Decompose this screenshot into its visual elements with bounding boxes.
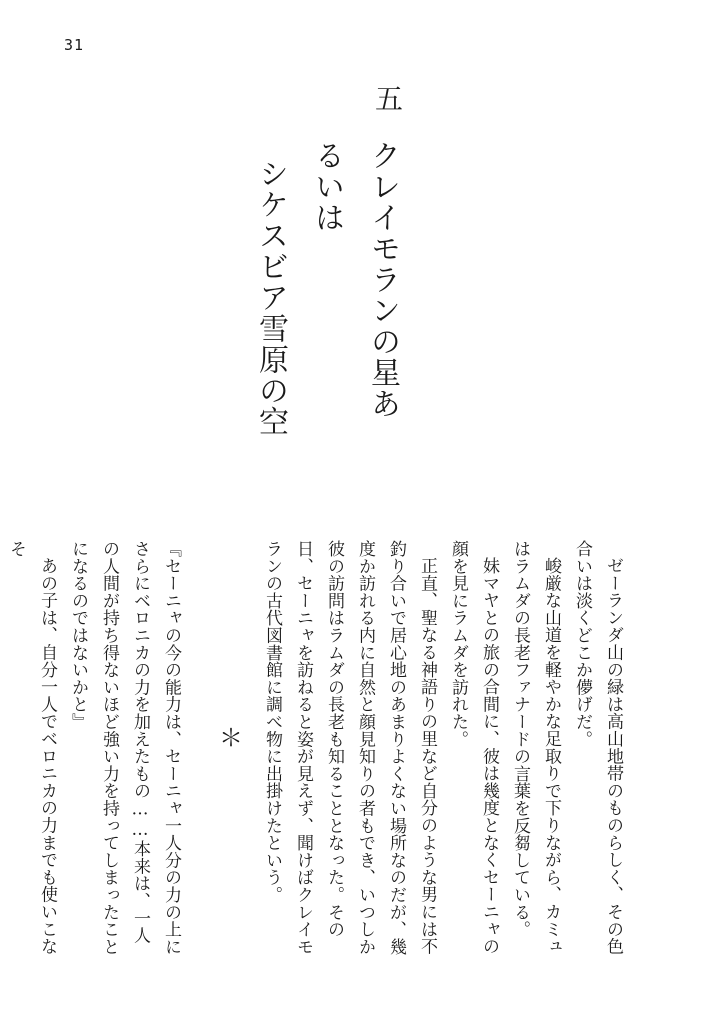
- paragraph: 妹マヤとの旅の合間に、彼は幾度となくセーニャの顔を見にラムダを訪れた。: [448, 540, 499, 955]
- body-text-right: [262, 540, 628, 960]
- chapter-number: 五: [371, 84, 404, 112]
- paragraph: 峻厳な山道を軽やかな足取りで下りながら、カミュはラムダの長老ファナードの言葉を反芻している。: [510, 540, 561, 955]
- paragraph: 正直、聖なる神語りの里など自分のような男には不釣り合いで居心地のあまりよくない場所なのだが、幾度か訪れる内に自然と顔見知りの者もでき、いつしか彼の訪問はラムダの長老も知ることとなった。その日、セーニャを訪ねると姿が見えず、聞けばクレイモランの古代図書館に調べ物に出掛けたという。: [262, 540, 437, 956]
- paragraph: ゼーランダ山の緑は高山地帯のものらしく、その色合いは淡くどこか儚げだ。: [572, 540, 623, 955]
- body-text-left: [6, 540, 186, 960]
- chapter-title-line-1: クレイモランの星あるいは: [309, 140, 400, 419]
- paragraph: あの子は、自分一人でベロニカの力までも使いこなそ: [6, 540, 57, 955]
- page-number: 31: [64, 36, 85, 54]
- quote-paragraph: 『セーニャの今の能力は、セーニャ一人分の力の上にさらにベロニカの力を加えたもの……本来は、一人の人間が持ち得ないほど強い力を持ってしまったことになるのではないかと』: [68, 540, 181, 956]
- chapter-title: [253, 140, 410, 440]
- section-separator: ＊: [219, 724, 243, 752]
- chapter-title-line-2: シケスビア雪原の空: [253, 158, 288, 437]
